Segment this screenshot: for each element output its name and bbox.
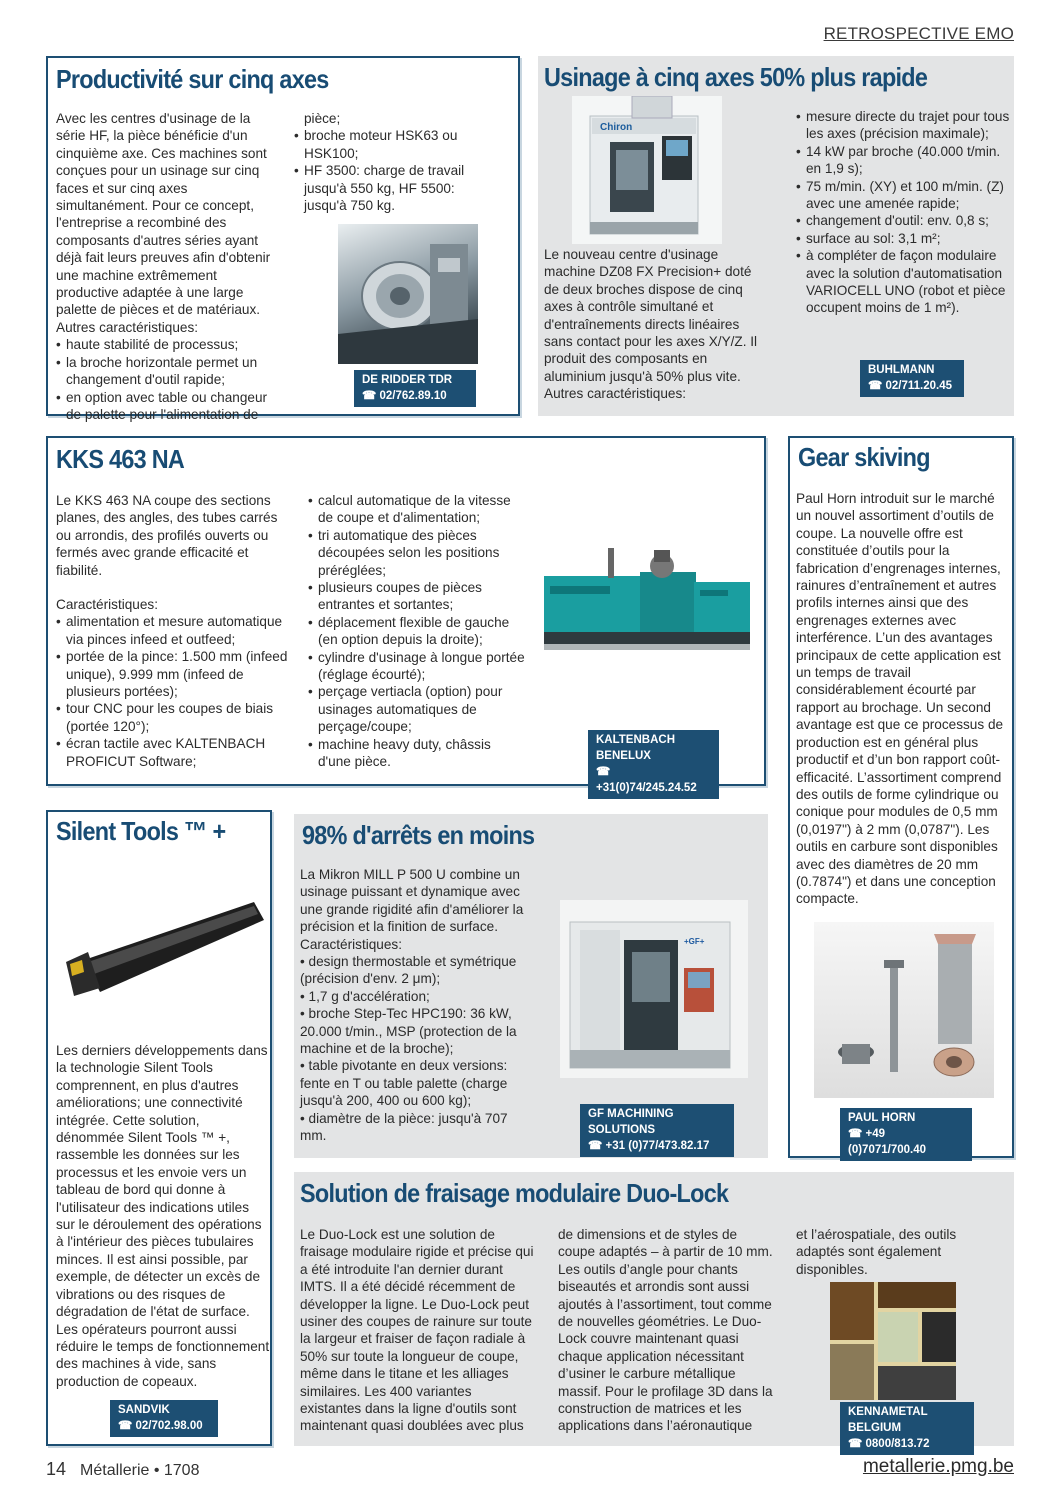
- list-item: • machine heavy duty, châssis d'une pièce.: [308, 736, 526, 771]
- article-arrets: [294, 814, 768, 1158]
- article-gear-skiving: [788, 436, 1014, 1158]
- article-column-2: [796, 108, 1010, 317]
- feature-list: [294, 127, 484, 214]
- article-intro: La Mikron MILL P 500 U combine un usinage puissant et dynamique avec une grande rigidité afin d'améliorer la précision et la finition de surface. Caractéristiques:: [300, 867, 524, 952]
- article-body-continued: pièce;: [304, 111, 341, 126]
- list-item: • surface au sol: 3,1 m²;: [796, 230, 1010, 247]
- characteristics-label: Caractéristiques:: [56, 597, 158, 613]
- list-item: • 1,7 g d'accélération;: [300, 988, 430, 1004]
- feature-list: [56, 613, 288, 770]
- contact-badge: [110, 1400, 218, 1437]
- article-column-1: Le Duo-Lock est une solution de fraisage modulaire rigide et précise qui a été introduite l'an dernier durant IMTS. Il a été décidé récemment de développer la ligne. Le Duo-Lock peut usiner des coupes de rainure sur toute la largeur et fraiser de façon radiale à 50% sur toute la longueur de coupe, même dans le titane et les alliages similaires. Les 400 variantes existantes dans la ligne d'outils sont maintenant quasi doublées avec plus: [300, 1227, 534, 1434]
- list-item: • tour CNC pour les coupes de biais (portée 120°);: [56, 700, 288, 735]
- list-item: • 75 m/min. (XY) et 100 m/min. (Z) avec une amenée rapide;: [796, 178, 1010, 213]
- contact-badge: [354, 370, 476, 407]
- machine-brand-label: Chiron: [600, 122, 633, 133]
- list-item: • cylindre d'usinage à longue portée (réglage écourté);: [308, 649, 526, 684]
- list-item: • perçage vertiacla (option) pour usinages automatiques de perçage/coupe;: [308, 683, 526, 735]
- list-item: • design thermostable et symétrique (précision d'env. 2 μm);: [300, 954, 517, 987]
- article-title: Usinage à cinq axes 50% plus rapide: [544, 62, 928, 92]
- article-title: KKS 463 NA: [56, 444, 185, 474]
- list-item: • HF 3500: charge de travail jusqu'à 550 kg, HF 5500: jusqu'à 750 kg.: [294, 162, 484, 214]
- article-column-2: [294, 110, 484, 214]
- article-column-1: [56, 110, 278, 423]
- gear-tools-illustration: [814, 922, 994, 1098]
- article-column-3: et l’aérospatiale, des outils adaptés sont également disponibles.: [796, 1227, 957, 1277]
- list-item: • broche Step-Tec HPC190: 36 kW, 20.000 t/min., MSP (protection de la machine et de la broche);: [300, 1006, 517, 1057]
- article-duolock: [294, 1172, 1014, 1450]
- list-item: • plusieurs coupes de pièces entrantes et sortantes;: [308, 579, 526, 614]
- contact-phone: ☎ +31 (0)77/473.82.17: [588, 1140, 710, 1152]
- contact-name: KALTENBACH BENELUX: [596, 734, 676, 762]
- article-column-2: de dimensions et de styles de coupe adaptés – à partir de 10 mm. Les outils d’angle pour chants biseautés et arrondis sont aussi ajoutés à l’assortiment, tout comme de nouvelles géométries. Le Duo-Lock couvre maintenant quasi chaque application nécessitant d’usiner le carbure métallique massif. Pour le profilage 3D dans la construction de matrices et les applications dans l’aéronautique: [558, 1227, 773, 1434]
- contact-badge: [860, 360, 964, 397]
- contact-phone: ☎ 02/711.20.45: [868, 380, 953, 392]
- list-item: • changement d'outil: env. 0,8 s;: [796, 212, 1010, 229]
- list-item: • table pivotante en deux versions: fente en T ou table palette (charge jusqu'à 200, 400 ou 600 kg);: [300, 1058, 508, 1109]
- machine-photo: [338, 224, 478, 364]
- contact-phone: ☎ +49 (0)7071/700.40: [848, 1128, 927, 1156]
- spindle-illustration: [338, 224, 478, 364]
- list-item: • diamètre de la pièce: jusqu'à 707 mm.: [300, 1110, 508, 1144]
- page-footer-left: [46, 1459, 199, 1480]
- list-item: • la broche horizontale permet un changement d'outil rapide;: [56, 354, 278, 389]
- article-kks: [46, 436, 766, 794]
- contact-name: PAUL HORN: [848, 1112, 916, 1124]
- contact-name: GF MACHINING SOLUTIONS: [588, 1108, 674, 1136]
- contact-phone: ☎ 02/762.89.10: [362, 390, 447, 402]
- article-productivite: [46, 56, 520, 422]
- list-item: • 14 kW par broche (40.000 t/min. en 1,9 s);: [796, 143, 1010, 178]
- contact-name: KENNAMETAL BELGIUM: [848, 1406, 928, 1434]
- contact-badge: [840, 1402, 974, 1455]
- boring-bar-illustration: [54, 892, 264, 1022]
- contact-phone: ☎ +31(0)74/245.24.52: [596, 766, 697, 794]
- article-title: Gear skiving: [798, 442, 930, 472]
- contact-badge: [588, 730, 719, 799]
- article-column-1: [56, 492, 288, 770]
- tool-photo: [814, 922, 994, 1098]
- article-silent-tools: [46, 810, 272, 1446]
- list-item: • haute stabilité de processus;: [56, 336, 278, 353]
- article-title: Productivité sur cinq axes: [56, 64, 329, 94]
- article-body: Les derniers développements dans la technologie Silent Tools comprennent, en plus d'autres améliorations; une connectivité intégrée. Cette solution, dénommée Silent Tools ™ +, rassemble les données sur les processus et les envoie vers un tableau de bord qui donne à l'utilisateur des indications utiles sur le déroulement des opérations à l'intérieur des pièces tubulaires minces. Il est ainsi possible, par exemple, de détecter un excès de vibrations ou des risques de dégradation de l'état de surface. Les opérateurs pourront aussi réduire le temps de fonctionnement des machines à vide, sans production de copeaux.: [56, 1043, 270, 1389]
- article-body: [300, 866, 536, 1145]
- contact-badge: [580, 1104, 734, 1157]
- list-item: • broche moteur HSK63 ou HSK100;: [294, 127, 484, 162]
- machine-brand-label: +GF+: [684, 937, 705, 946]
- article-column-1: [544, 246, 770, 403]
- website-link[interactable]: metallerie.pmg.be: [862, 1456, 1014, 1477]
- tool-photo: [830, 1282, 956, 1400]
- contact-name: SANDVIK: [118, 1404, 170, 1416]
- list-item: • calcul automatique de la vitesse de coupe et d'alimentation;: [308, 492, 526, 527]
- list-item: • en option avec table ou changeur de palette pour l'alimentation de: [56, 389, 278, 424]
- contact-phone: ☎ 0800/813.72: [848, 1438, 930, 1450]
- list-item: • tri automatique des pièces découpées selon les positions préréglées;: [308, 527, 526, 579]
- contact-phone: ☎ 02/702.98.00: [118, 1420, 203, 1432]
- article-body: Le nouveau centre d'usinage machine DZ08 FX Precision+ doté de deux broches dispose de cinq axes à contrôle simultané et d'entraînements directs linéaires sans contact pour les axes X/Y/Z. Il produit des composants en aluminium jusqu'à 50% plus vite. Autres caractéristiques:: [544, 247, 758, 402]
- list-item: • alimentation et mesure automatique via pinces infeed et outfeed;: [56, 613, 288, 648]
- article-title: 98% d'arrêts en moins: [302, 820, 535, 850]
- list-item: • portée de la pince: 1.500 mm (infeed unique), 9.999 mm (infeed de plusieurs portées);: [56, 648, 288, 700]
- magazine-issue: Métallerie • 1708: [80, 1462, 200, 1479]
- list-item: • écran tactile avec KALTENBACH PROFICUT Software;: [56, 735, 288, 770]
- article-body: Avec les centres d'usinage de la série HF, la pièce bénéficie d'un cinquième axe. Ces machines sont conçues pour un usinage sur cinq faces et sur cinq axes simultanément. Pour ce concept, l'entreprise a recombiné des composants d'autres séries ayant déjà fait leurs preuves afin d'obtenir une machine extrêmement productive adaptée à une large palette de pièces et de matériaux. Autres caractéristiques:: [56, 111, 271, 335]
- kaltenbach-machine-illustration: [544, 542, 754, 654]
- contact-name: BUHLMANN: [868, 364, 935, 376]
- list-item: • à compléter de façon modulaire avec la solution d'automatisation VARIOCELL UNO (robot et pièce occupent moins de 1 m²).: [796, 247, 1010, 317]
- tool-photo: [54, 892, 264, 1022]
- article-body: Paul Horn introduit sur le marché un nouvel assortiment d’outils de coupe. La nouvelle offre est constituée d’outils pour la fabrication d’engrenages internes, rainures d’entraînement et autres profils internes ainsi que des engrenages externes avec interférence. L’un des avantages principaux de cette application est un temps de travail considérablement écourté par rapport au brochage. Un second avantage est que ce processus de production est en général plus productif et d’un bon rapport coût-efficacité. L’assortiment comprend des outils de forme cylindrique ou conique pour modules de 0,5 mm (0,0197") à 2 mm (0,0787"). Les outils en carbure sont disponibles avec des diamètres de 20 mm (0.7874") et dans une conception compacte.: [796, 491, 1004, 907]
- feature-list: [56, 336, 278, 423]
- list-item: • mesure directe du trajet pour tous les axes (précision maximale);: [796, 108, 1010, 143]
- feature-list: [308, 492, 526, 771]
- contact-badge: [840, 1108, 972, 1161]
- machine-photo: [572, 96, 722, 244]
- feature-list: [796, 108, 1010, 317]
- machine-photo: [560, 900, 748, 1078]
- machine-photo: [544, 542, 754, 654]
- contact-name: DE RIDDER TDR: [362, 374, 453, 386]
- section-header: RETROSPECTIVE EMO: [823, 24, 1014, 43]
- article-column-2: [308, 492, 526, 771]
- mikron-machine-illustration: [560, 900, 748, 1078]
- list-item: • déplacement flexible de gauche (en option depuis la droite);: [308, 614, 526, 649]
- chiron-machine-illustration: [572, 96, 722, 244]
- article-body: Le KKS 463 NA coupe des sections planes, des angles, des tubes carrés ou arrondis, des profilés ouverts ou fermés avec grande efficacité et fiabilité.: [56, 493, 278, 578]
- milling-tool-illustration: [830, 1282, 956, 1400]
- page-number: 14: [46, 1459, 67, 1479]
- article-usinage: [538, 56, 1014, 416]
- article-title: Silent Tools ™ +: [56, 816, 226, 846]
- article-title: Solution de fraisage modulaire Duo-Lock: [300, 1178, 729, 1208]
